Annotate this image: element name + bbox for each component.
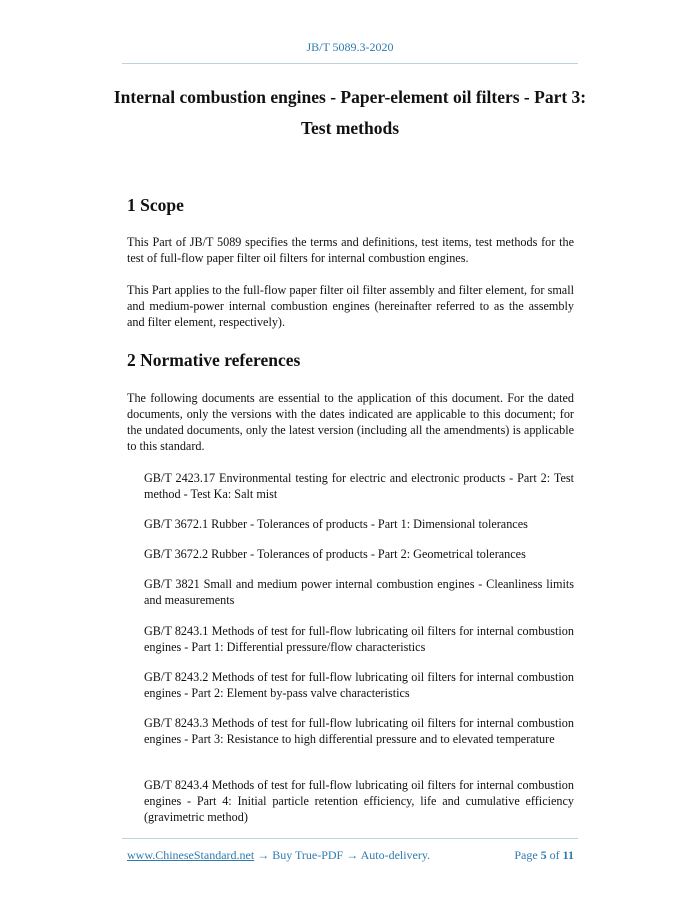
page-of: of (549, 848, 560, 862)
scope-paragraph-1: This Part of JB/T 5089 specifies the terms and definitions, test items, test methods for the test of full-flow paper filter oil filters for internal combustion engines. (127, 235, 574, 265)
reference-item: GB/T 3672.1 Rubber - Tolerances of products - Part 1: Dimensional tolerances (144, 517, 528, 531)
references-intro-paragraph: The following documents are essential to the application of this document. For the dated documents, only the versions with the dates indicated are applicable to this document; for the undated documents, only the latest version (including all the amendments) is applicable to this standard. (127, 391, 574, 453)
reference-item: GB/T 2423.17 Environmental testing for electric and electronic products - Part 2: Test method - Test Ka: Salt mist (144, 471, 574, 501)
reference-item: GB/T 8243.2 Methods of test for full-flow lubricating oil filters for internal combustion engines - Part 2: Element by-pass valve characteristics (144, 670, 574, 700)
footer-rule (122, 838, 578, 839)
section-heading-normative-references: 2 Normative references (127, 350, 301, 370)
header-standard-code: JB/T 5089.3-2020 (306, 40, 394, 54)
reference-item: GB/T 8243.1 Methods of test for full-flow lubricating oil filters for internal combustion engines - Part 1: Differential pressure/flow characteristics (144, 624, 574, 654)
total-pages: 11 (562, 848, 574, 862)
footer-promo: → Buy True-PDF → Auto-delivery. (254, 848, 431, 862)
header-rule (122, 63, 578, 64)
reference-item: GB/T 3672.2 Rubber - Tolerances of products - Part 2: Geometrical tolerances (144, 547, 526, 561)
reference-item: GB/T 8243.3 Methods of test for full-flow lubricating oil filters for internal combustion engines - Part 3: Resistance to high differential pressure and to elevated temperature (144, 716, 574, 746)
page-label: Page (514, 848, 538, 862)
reference-item: GB/T 3821 Small and medium power internal combustion engines - Cleanliness limits and measurements (144, 577, 574, 607)
page-indicator (514, 848, 574, 863)
scope-paragraph-2: This Part applies to the full-flow paper filter oil filter assembly and filter element, for small and medium-power internal combustion engines (hereinafter referred to as the assembly and filter element, respectively). (127, 283, 574, 329)
footer (127, 848, 574, 863)
current-page: 5 (540, 848, 547, 862)
document-title: Internal combustion engines - Paper-element oil filters - Part 3: Test methods (113, 87, 587, 138)
chinesestandard-link[interactable]: www.ChineseStandard.net (127, 848, 255, 862)
section-heading-scope: 1 Scope (127, 195, 184, 215)
reference-item: GB/T 8243.4 Methods of test for full-flow lubricating oil filters for internal combustion engines - Part 4: Initial particle retention efficiency, life and cumulative efficiency (gravimetric method) (144, 778, 574, 824)
